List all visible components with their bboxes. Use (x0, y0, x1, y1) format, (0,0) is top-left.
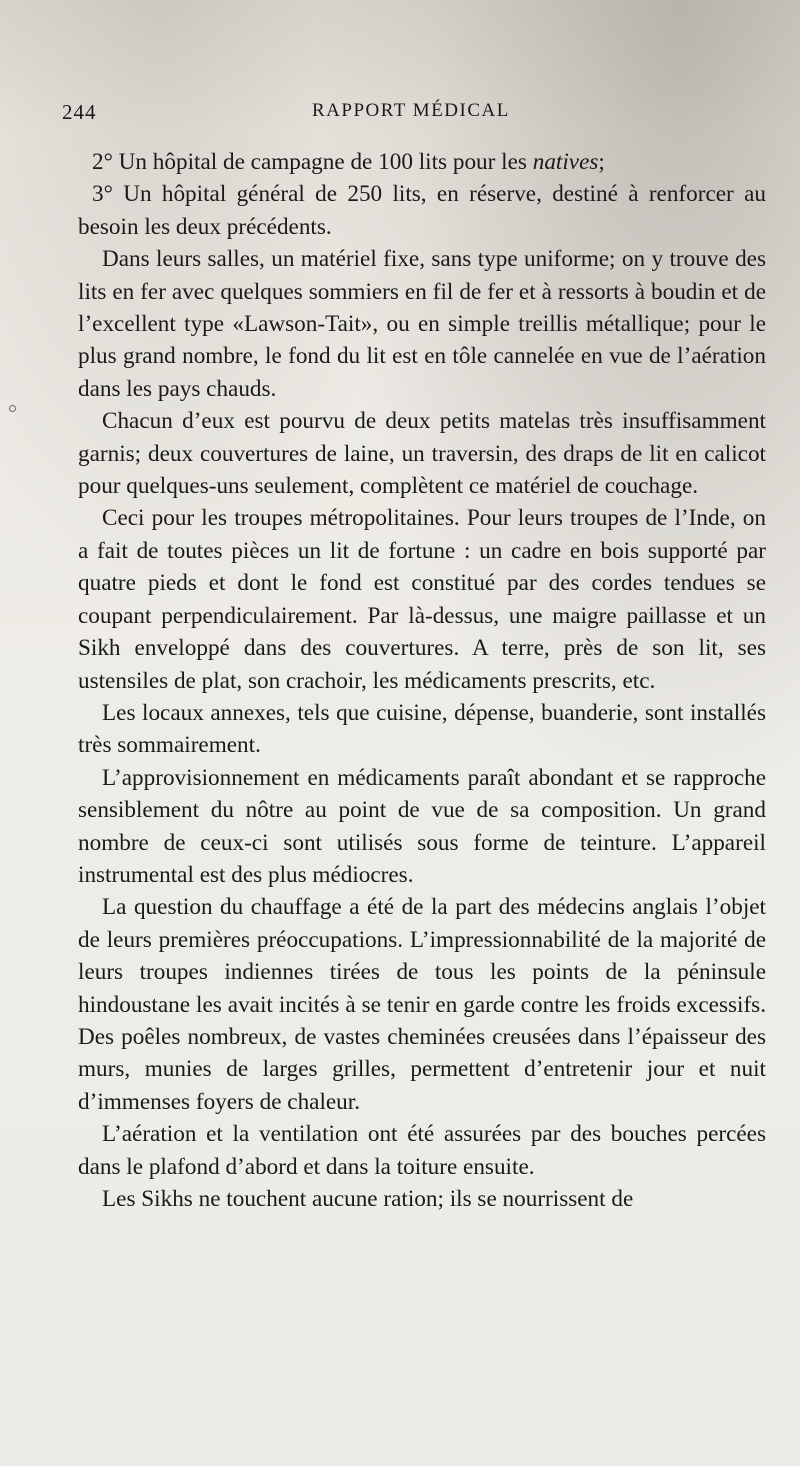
body-text (78, 146, 766, 1215)
paragraph: Les Sikhs ne touchent aucune ration; ils se nourrissent de (102, 1186, 634, 1212)
paragraph: Chacun d’eux est pourvu de deux petits matelas très insuffisamment garnis; deux couvertures de laine, un traversin, des draps de lit en calicot pour quelques-uns seulement, complètent ce matériel de couchage. (78, 408, 766, 500)
paragraph: Les locaux annexes, tels que cuisine, dépense, buanderie, sont installés très sommairement. (78, 699, 766, 759)
paragraph: Dans leurs salles, un matériel fixe, sans type uniforme; on y trouve des lits en fer avec quelques sommiers en fil de fer et à ressorts à boudin et de l’excellent type «Lawson-Tait», ou en simple treillis métallique; pour le plus grand nombre, le fond du lit est en tôle cannelée en vue de l’aération dans les pays chauds. (78, 246, 766, 402)
margin-speck (9, 405, 16, 412)
page-header (62, 100, 742, 132)
paragraph: Ceci pour les troupes métropolitaines. Pour leurs troupes de l’Inde, on a fait de toutes pièces un lit de fortune : un cadre en bois supporté par quatre pieds et dont le fond est constitué par des cordes tendues se coupant perpendiculairement. Par là-dessus, une maigre paillasse et un Sikh enveloppé dans des couvertures. A terre, près de son lit, ses ustensiles de plat, son crachoir, les médicaments prescrits, etc. (78, 505, 766, 694)
paragraph: 2° Un hôpital de campagne de 100 lits pour les natives; (92, 149, 605, 175)
paragraph: L’approvisionnement en médicaments paraît abondant et se rapproche sensiblement du nôtre au point de vue de sa composition. Un grand nombre de ceux-ci sont utilisés sous forme de teinture. L’appareil instrumental est des plus médiocres. (78, 764, 766, 888)
paragraph: L’aération et la ventilation ont été assurées par des bouches percées dans le plafond d’abord et dans la toiture ensuite. (78, 1121, 766, 1180)
paragraph: La question du chauffage a été de la part des médecins anglais l’objet de leurs premières préoccupations. L’impressionnabilité de la majorité de leurs troupes indiennes tirées de tous les points de la péninsule hindoustane les avait incités à se tenir en garde contre les froids excessifs. Des poêles nombreux, de vastes cheminées creusées dans l’épaisseur des murs, munies de larges grilles, permettent d’entretenir jour et nuit d’immenses foyers de chaleur. (78, 894, 766, 1115)
page-number: 244 (62, 100, 97, 124)
running-head: RAPPORT MÉDICAL (312, 100, 510, 121)
paragraph: 3° Un hôpital général de 250 lits, en réserve, destiné à renforcer au besoin les deux précédents. (78, 181, 766, 240)
italic-term: natives (532, 149, 599, 175)
